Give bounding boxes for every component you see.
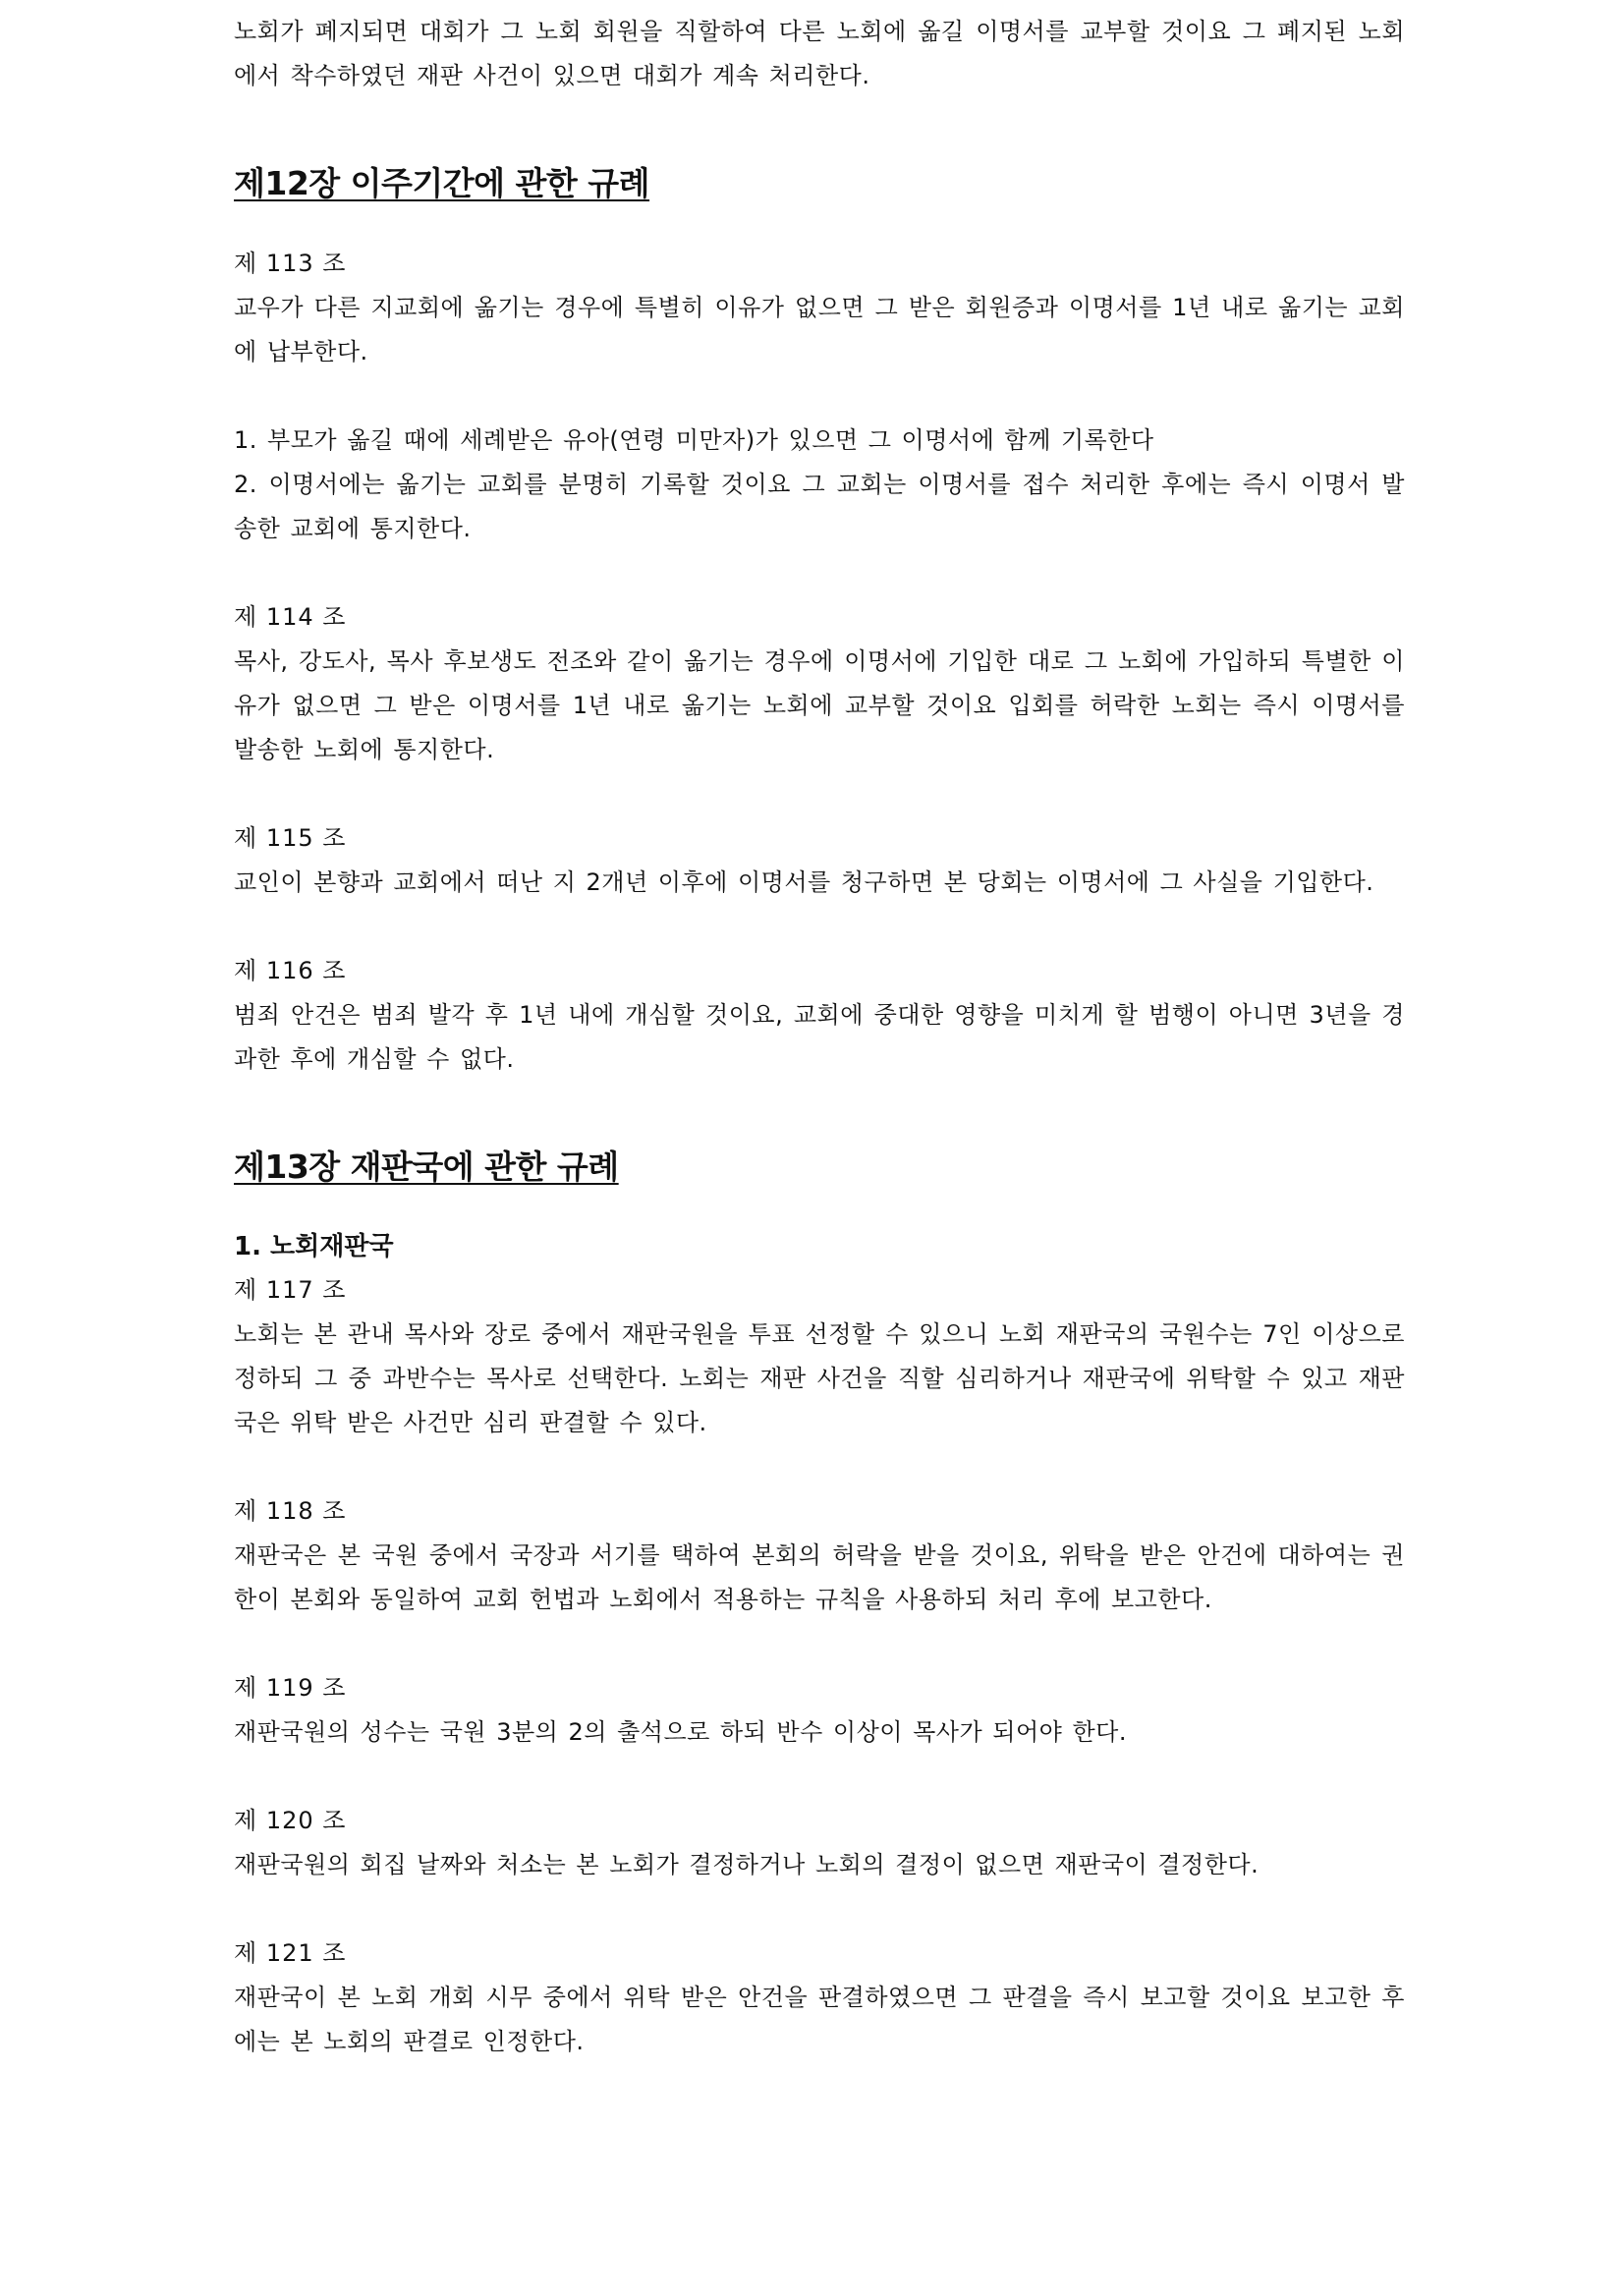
article-113-item-2: 2. 이명서에는 옮기는 교회를 분명히 기록할 것이요 그 교회는 이명서를 접수 처리한 후에는 즉시 이명서 발송한 교회에 통지한다. [234,471,1405,542]
article-115 [234,816,1405,905]
article-119 [234,1666,1405,1755]
article-118-text: 재판국은 본 국원 중에서 국장과 서기를 택하여 본회의 허락을 받을 것이요, 위탁을 받은 안건에 대하여는 권한이 본회와 동일하여 교회 헌법과 노회에서 적용하는 규칙을 사용하되 처리 후에 보고한다. [234,1541,1405,1613]
article-120 [234,1799,1405,1887]
article-114 [234,595,1405,772]
article-117-label: 제 117 조 [234,1276,347,1304]
article-121-text: 재판국이 본 노회 개회 시무 중에서 위탁 받은 안건을 판결하였으면 그 판결을 즉시 보고할 것이요 보고한 후에는 본 노회의 판결로 인정한다. [234,1984,1405,2055]
intro-paragraph: 노회가 폐지되면 대회가 그 노회 회원을 직할하여 다른 노회에 옮길 이명서를 교부할 것이요 그 폐지된 노회에서 착수하였던 재판 사건이 있으면 대회가 계속 처리한다. [234,18,1405,89]
article-113 [234,242,1405,551]
article-121-label: 제 121 조 [234,1939,347,1967]
article-121 [234,1932,1405,2064]
article-116 [234,949,1405,1082]
chapter-12-heading: 제12장 이주기간에 관한 규례 [234,164,650,202]
article-120-label: 제 120 조 [234,1807,347,1834]
article-113-item-1: 1. 부모가 옮길 때에 세례받은 유아(연령 미만자)가 있으면 그 이명서에 함께 기록한다 [234,426,1154,454]
chapter-13-heading: 제13장 재판국에 관한 규례 [234,1148,619,1186]
article-113-label: 제 113 조 [234,250,347,277]
article-120-text: 재판국원의 회집 날짜와 처소는 본 노회가 결정하거나 노회의 결정이 없으면 재판국이 결정한다. [234,1851,1260,1878]
article-114-text: 목사, 강도사, 목사 후보생도 전조와 같이 옮기는 경우에 이명서에 기입한 대로 그 노회에 가입하되 특별한 이유가 없으면 그 받은 이명서를 1년 내로 옮기는 노회에 교부할 것이요 입회를 허락한 노회는 즉시 이명서를 발송한 노회에 통지한다. [234,647,1405,763]
section-presbytery-court-heading: 1. 노회재판국 [234,1232,394,1261]
article-117-text: 노회는 본 관내 목사와 장로 중에서 재판국원을 투표 선정할 수 있으니 노회 재판국의 국원수는 7인 이상으로 정하되 그 중 과반수는 목사로 선택한다. 노회는 재판 사건을 직할 심리하거나 재판국에 위탁할 수 있고 재판국은 위탁 받은 사건만 심리 판결할 수 있다. [234,1320,1405,1436]
article-115-label: 제 115 조 [234,824,347,852]
article-113-text: 교우가 다른 지교회에 옮기는 경우에 특별히 이유가 없으면 그 받은 회원증과 이명서를 1년 내로 옮기는 교회에 납부한다. [234,294,1405,365]
article-118-label: 제 118 조 [234,1497,347,1525]
article-116-label: 제 116 조 [234,957,347,984]
document-page [234,10,1405,2064]
article-119-text: 재판국원의 성수는 국원 3분의 2의 출석으로 하되 반수 이상이 목사가 되어야 한다. [234,1718,1127,1746]
article-114-label: 제 114 조 [234,603,347,631]
article-118 [234,1489,1405,1622]
article-117 [234,1268,1405,1445]
article-115-text: 교인이 본향과 교회에서 떠난 지 2개년 이후에 이명서를 청구하면 본 당회는 이명서에 그 사실을 기입한다. [234,868,1374,896]
article-119-label: 제 119 조 [234,1674,347,1702]
article-116-text: 범죄 안건은 범죄 발각 후 1년 내에 개심할 것이요, 교회에 중대한 영향을 미치게 할 범행이 아니면 3년을 경과한 후에 개심할 수 없다. [234,1001,1405,1073]
